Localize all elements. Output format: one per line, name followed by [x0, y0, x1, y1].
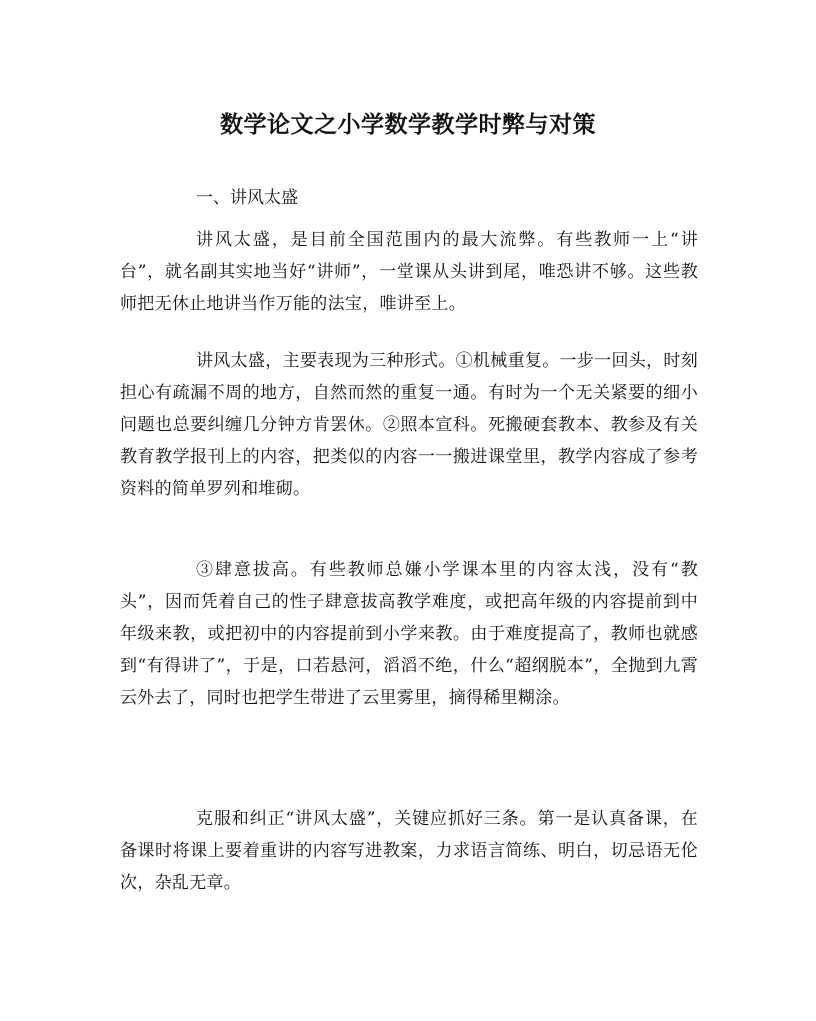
paragraph-4: 克服和纠正“讲风太盛”，关键应抓好三条。第一是认真备课，在备课时将课上要着重讲的内容写进教案，力求语言简练、明白，切忌语无伦次，杂乱无章。 — [120, 809, 698, 893]
paragraph-3: ③肆意拔高。有些教师总嫌小学课本里的内容太浅，没有“教头”，因而凭着自己的性子肆意拔高教学难度，或把高年级的内容提前到中年级来教，或把初中的内容提前到小学来教。由于难度提高了，教师也就感到“有得讲了”，于是，口若悬河，滔滔不绝，什么“超纲脱本”，全抛到九霄云外去了，同时也把学生带进了云里雾里，摘得稀里糊涂。 — [120, 560, 698, 708]
paragraph-1: 讲风太盛，是目前全国范围内的最大流弊。有些教师一上“讲台”，就名副其实地当好“讲师”，一堂课从头讲到尾，唯恐讲不够。这些教师把无休止地讲当作万能的法宝，唯讲至上。 — [120, 230, 698, 314]
paragraph-2: 讲风太盛，主要表现为三种形式。①机械重复。一步一回头，时刻担心有疏漏不周的地方，自然而然的重复一通。有时为一个无关紧要的细小问题也总要纠缠几分钟方肯罢休。②照本宣科。死搬硬套教本、教参及有关教育教学报刊上的内容，把类似的内容一一搬进课堂里，教学内容成了参考资料的简单罗列和堆砌。 — [120, 351, 698, 499]
document-title: 数学论文之小学数学教学时弊与对策 — [220, 111, 596, 138]
section-heading: 一、讲风太盛 — [196, 188, 298, 208]
